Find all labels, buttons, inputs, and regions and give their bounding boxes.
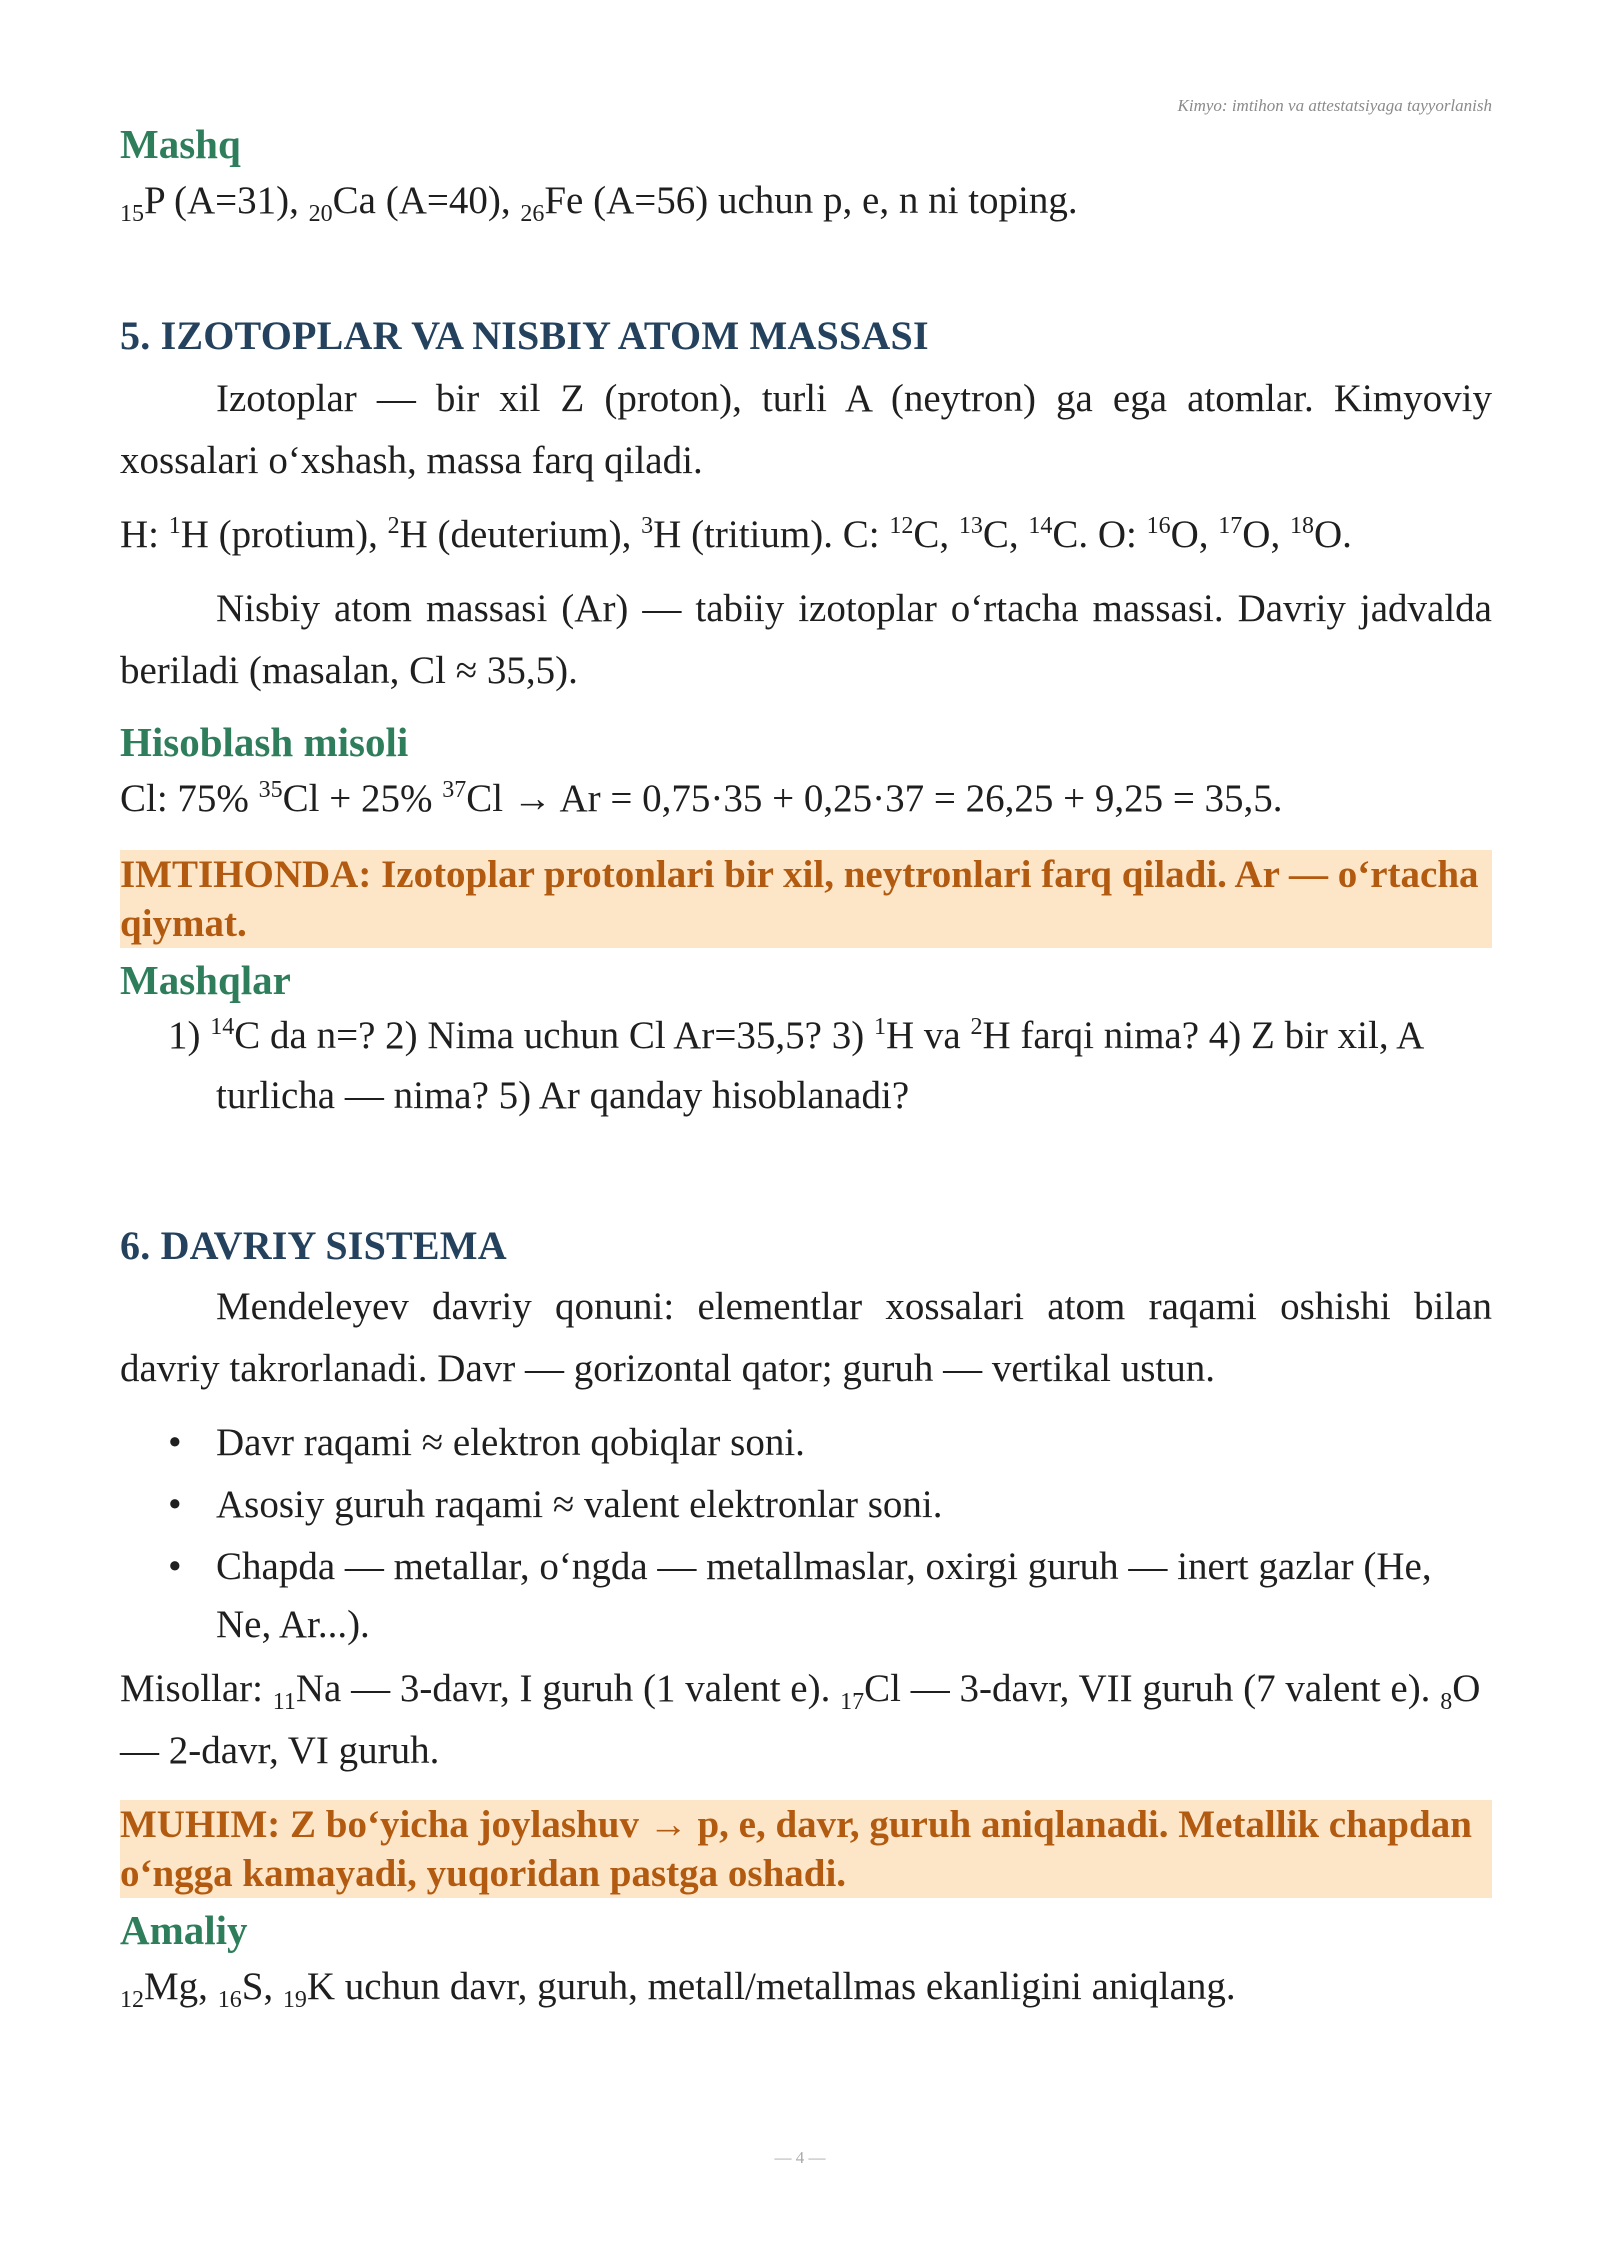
exercises-label: Mashqlar <box>120 957 291 1003</box>
example-label: Hisoblash misoli <box>120 719 409 765</box>
examples-line: Misollar: $_{11}$Na — 3-davr, I guruh (1 valent e). $_{17}$Cl — 3-davr, VII guruh (7 valent e). $_8$O — 2-davr, VI guruh. <box>120 1667 1481 1772</box>
section6-para1: Mendeleyev davriy qonuni: elementlar xossalari atom raqami oshishi bilan davriy takrorlanadi. Davr — gorizontal qator; guruh — vertikal ustun. <box>120 1285 1492 1390</box>
page-number: — 4 — <box>774 2148 826 2167</box>
section5-para1: Izotoplar — bir xil Z (proton), turli A (neytron) ga ega atomlar. Kimyoviy xossalari o‘xshash, massa farq qiladi. <box>120 377 1492 482</box>
practice-text: $_{12}$Mg, $_{16}$S, $_{19}$K uchun davr, guruh, metall/metallmas ekanligini aniqlang. <box>120 1965 1236 2013</box>
exercises-list: 1) $^{14}$C da n=? 2) Nima uchun Cl Ar=35,5? 3) $^1$H va $^2$H farqi nima? 4) Z bir xil, A turlicha — nima? 5) Ar qanday hisoblanadi? <box>168 1014 1423 1117</box>
list-item: • Davr raqami ≈ elektron qobiqlar soni. <box>168 1421 805 1464</box>
section-title: 6. DAVRIY SISTEMA <box>120 1223 507 1268</box>
section5-para2: Nisbiy atom massasi (Ar) — tabiiy izotoplar o‘rtacha massasi. Davriy jadvalda beriladi (masalan, Cl ≈ 35,5). <box>120 587 1492 692</box>
isotopes-line: H: $^1$H (protium), $^2$H (deuterium), $^3$H (tritium). C: $^{12}$C, $^{13}$C, $^{14}$C. O: $^{16}$O, $^{17}$O, $^{18}$O. <box>120 513 1352 556</box>
practice-label: Amaliy <box>120 1907 248 1953</box>
exercise-text: $_{15}$P (A=31), $_{20}$Ca (A=40), $_{26}$Fe (A=56) uchun p, e, n ni toping. <box>120 179 1078 227</box>
exercise-label: Mashq <box>120 121 241 167</box>
exam-highlight: IMTIHONDA: Izotoplar protonlari bir xil, neytronlari farq qiladi. Ar — o‘rtacha qiymat. <box>120 850 1492 948</box>
bullet-list <box>120 1414 1492 1654</box>
example-calculation: Cl: 75% $^{35}$Cl + 25% $^{37}$Cl → Ar = 0,75·35 + 0,25·37 = 26,25 + 9,25 = 35,5. <box>120 777 1283 820</box>
section-title: 5. IZOTOPLAR VA NISBIY ATOM MASSASI <box>120 313 929 358</box>
running-header: Kimyo: imtihon va attestatsiyaga tayyorlanish <box>1177 96 1492 115</box>
important-highlight: MUHIM: Z bo‘yicha joylashuv → p, e, davr, guruh aniqlanadi. Metallik chapdan o‘ngga kamayadi, yuqoridan pastga oshadi. <box>120 1800 1492 1898</box>
list-item: • Chapda — metallar, o‘ngda — metallmaslar, oxirgi guruh — inert gazlar (He, Ne, Ar...). <box>168 1545 1432 1646</box>
list-item: • Asosiy guruh raqami ≈ valent elektronlar soni. <box>168 1483 943 1526</box>
